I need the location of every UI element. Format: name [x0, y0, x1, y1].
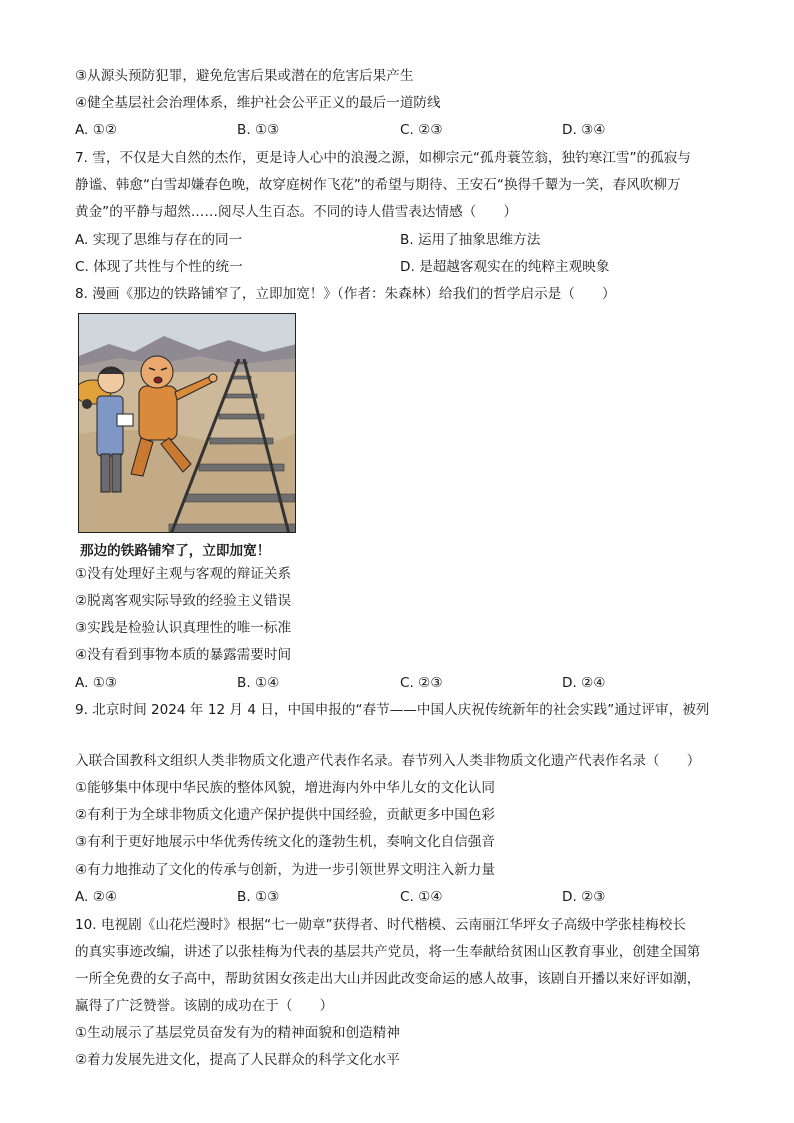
q10-stem-line-3: 一所全免费的女子高中，帮助贫困女孩走出大山并因此改变命运的感人故事，该剧自开播以来好评如潮，	[75, 971, 701, 987]
q8-item-1: ①没有处理好主观与客观的辩证关系	[75, 566, 292, 582]
q9-item-2: ②有利于为全球非物质文化遗产保护提供中国经验，贡献更多中国色彩	[75, 807, 495, 823]
q7-option-c: C. 体现了共性与个性的统一	[75, 259, 243, 275]
q6-item-4: ④健全基层社会治理体系，维护社会公平正义的最后一道防线	[75, 95, 441, 111]
cartoon-caption: 那边的铁路铺窄了，立即加宽！	[80, 543, 271, 559]
q9-item-3: ③有利于更好地展示中华优秀传统文化的蓬勃生机，奏响文化自信强音	[75, 834, 495, 850]
railway-cartoon-illustration	[79, 314, 296, 533]
q10-stem-line-4: 赢得了广泛赞誉。该剧的成功在于（ ）	[75, 998, 334, 1014]
q9-option-d: D. ②③	[562, 889, 606, 905]
q9-option-b: B. ①③	[237, 889, 280, 905]
q9-item-1: ①能够集中体现中华民族的整体风貌，增进海内外中华儿女的文化认同	[75, 780, 495, 796]
q10-stem-line-1: 10. 电视剧《山花烂漫时》根据“七一勋章”获得者、时代楷模、云南丽江华坪女子高级中学张桂梅校长	[75, 917, 686, 933]
q8-option-a: A. ①③	[75, 675, 118, 691]
q9-option-a: A. ②④	[75, 889, 118, 905]
q9-stem-line-2: 入联合国教科文组织人类非物质文化遗产代表作名录。春节列入人类非物质文化遗产代表作名录（ ）	[75, 753, 701, 769]
q10-stem-line-2: 的真实事迹改编，讲述了以张桂梅为代表的基层共产党员，将一生奉献给贫困山区教育事业，创建全国第	[75, 944, 701, 960]
q9-item-4: ④有力地推动了文化的传承与创新，为进一步引领世界文明注入新力量	[75, 862, 495, 878]
q8-option-b: B. ①④	[237, 675, 280, 691]
q6-option-a: A. ①②	[75, 122, 118, 138]
q6-option-b: B. ①③	[237, 122, 280, 138]
q7-stem-line-1: 7. 雪，不仅是大自然的杰作，更是诗人心中的浪漫之源，如柳宗元“孤舟蓑笠翁，独钓寒江雪”的孤寂与	[75, 150, 691, 166]
q10-item-1: ①生动展示了基层党员奋发有为的精神面貌和创造精神	[75, 1025, 400, 1041]
q6-option-d: D. ③④	[562, 122, 606, 138]
q7-option-d: D. 是超越客观实在的纯粹主观映象	[400, 259, 610, 275]
q7-option-a: A. 实现了思维与存在的同一	[75, 232, 243, 248]
q9-stem-line-1: 9. 北京时间 2024 年 12 月 4 日，中国申报的“春节——中国人庆祝传统新年的社会实践”通过评审，被列	[75, 702, 710, 718]
q9-option-c: C. ①④	[400, 889, 443, 905]
q10-item-2: ②着力发展先进文化，提高了人民群众的科学文化水平	[75, 1052, 400, 1068]
q7-option-b: B. 运用了抽象思维方法	[400, 232, 541, 248]
q6-item-3: ③从源头预防犯罪，避免危害后果或潜在的危害后果产生	[75, 68, 414, 84]
railway-cartoon-image	[78, 313, 296, 533]
q8-stem: 8. 漫画《那边的铁路铺窄了，立即加宽！》（作者：朱森林）给我们的哲学启示是（ ）	[75, 286, 616, 302]
q8-item-4: ④没有看到事物本质的暴露需要时间	[75, 647, 292, 663]
q8-option-d: D. ②④	[562, 675, 606, 691]
q8-item-2: ②脱离客观实际导致的经验主义错误	[75, 593, 292, 609]
q7-stem-line-2: 静谧、韩愈“白雪却嫌春色晚，故穿庭树作飞花”的希望与期待、王安石“换得千颦为一笑，春风吹柳万	[75, 177, 681, 193]
q6-option-c: C. ②③	[400, 122, 443, 138]
q8-item-3: ③实践是检验认识真理性的唯一标准	[75, 620, 292, 636]
q7-stem-line-3: 黄金”的平静与超然……阅尽人生百态。不同的诗人借雪表达情感（ ）	[75, 204, 518, 220]
q8-option-c: C. ②③	[400, 675, 443, 691]
